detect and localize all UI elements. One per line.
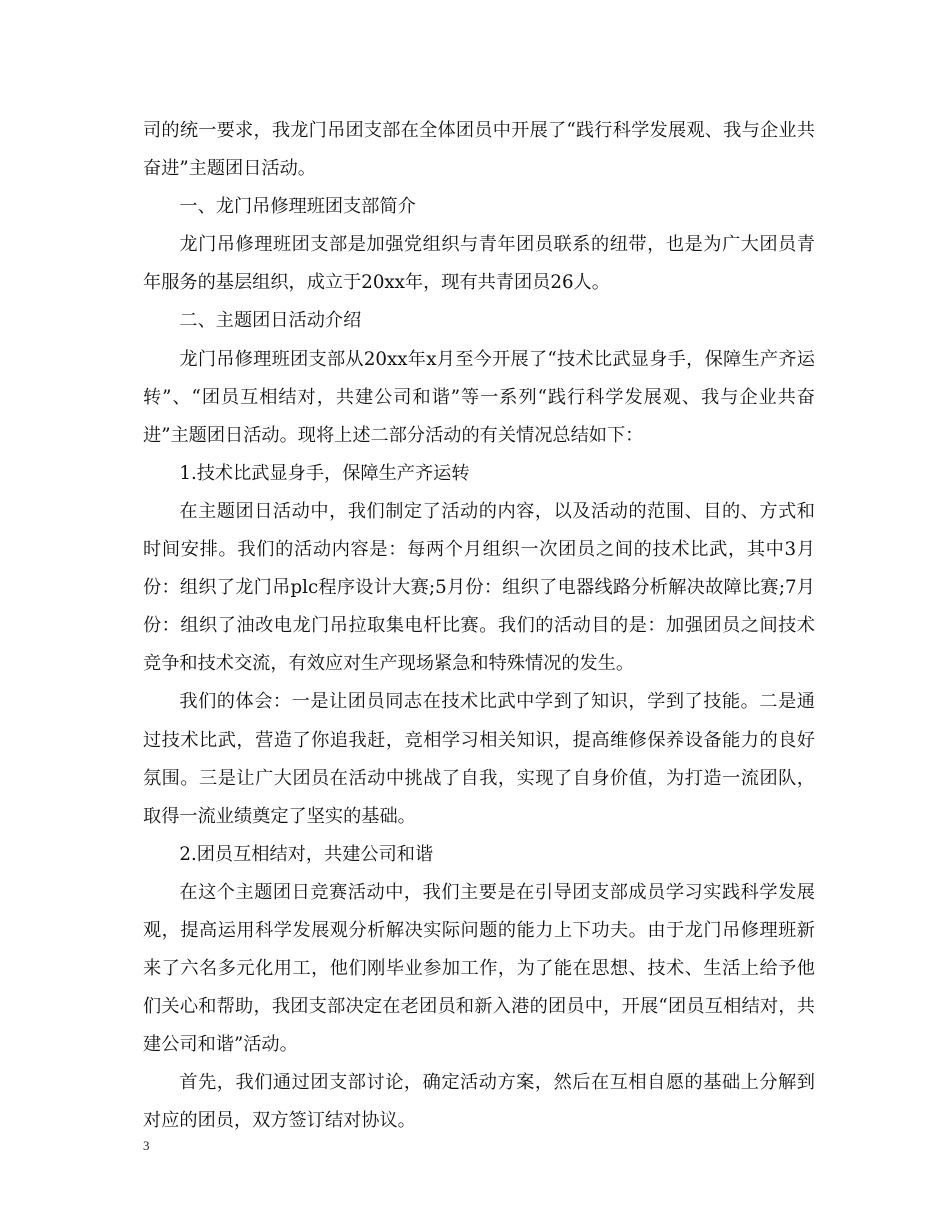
section-heading-activities: 二、主题团日活动介绍 [179,310,362,332]
paragraph-1: 司的统一要求，我龙门吊团支部在全体团员中开展了“践行科学发展观、我与企业共奋进”主题团日活动。 [143,120,815,180]
page-number: 3 [143,1138,150,1153]
paragraph-tech-contest: 在主题团日活动中，我们制定了活动的内容，以及活动的范围、目的、方式和时间安排。我们的活动内容是：每两个月组织一次团员之间的技术比武，其中3月份：组织了龙门吊plc程序设计大赛;5月份：组织了电器线路分析解决故障比赛;7月份：组织了油改电龙门吊拉取集电杆比赛。我们的活动目的是：加强团员之间技术竞争和技术交流，有效应对生产现场紧急和特殊情况的发生。 [143,500,815,675]
paragraph-pairing: 在这个主题团日竞赛活动中，我们主要是在引导团支部成员学习实践科学发展观，提高运用科学发展观分析解决实际问题的能力上下功夫。由于龙门吊修理班新来了六名多元化用工，他们刚毕业参加工作，为了能在思想、技术、生活上给予他们关心和帮助，我团支部决定在老团员和新入港的团员中，开展“团员互相结对，共建公司和谐”活动。 [143,881,815,1056]
subheading-tech-contest: 1.技术比武显身手，保障生产齐运转 [179,462,470,484]
paragraph-intro: 龙门吊修理班团支部是加强党组织与青年团员联系的纽带，也是为广大团员青年服务的基层组织，成立于20xx年，现有共青团员26人。 [143,234,815,294]
document-body [143,112,815,1141]
paragraph-activities: 龙门吊修理班团支部从20xx年x月至今开展了“技术比武显身手，保障生产齐运转”、“团员互相结对，共建公司和谐”等一系列“践行科学发展观、我与企业共奋进”主题团日活动。现将上述二部分活动的有关情况总结如下： [143,348,815,446]
subheading-pairing: 2.团员互相结对，共建公司和谐 [179,843,434,865]
section-heading-intro: 一、龙门吊修理班团支部简介 [179,196,416,218]
paragraph-first-step: 首先，我们通过团支部讨论，确定活动方案，然后在互相自愿的基础上分解到对应的团员，双方签订结对协议。 [143,1072,815,1132]
paragraph-experience: 我们的体会：一是让团员同志在技术比武中学到了知识，学到了技能。二是通过技术比武，营造了你追我赶，竞相学习相关知识，提高维修保养设备能力的良好氛围。三是让广大团员在活动中挑战了自我，实现了自身价值，为打造一流团队，取得一流业绩奠定了坚实的基础。 [143,691,815,827]
